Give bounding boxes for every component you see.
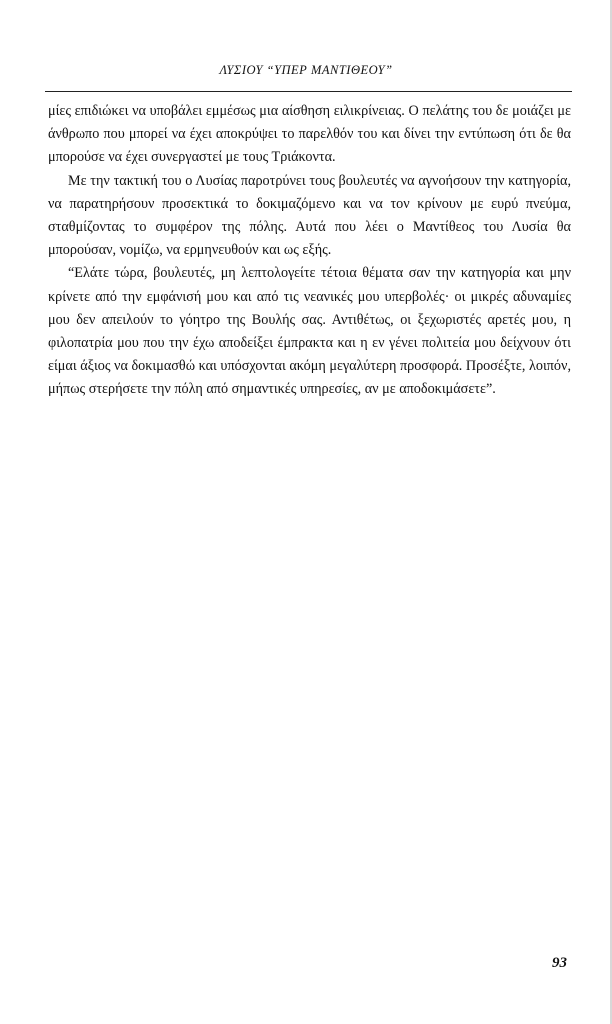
body-text: [48, 100, 571, 402]
header-rule: [45, 91, 572, 92]
running-header: ΛΥΣΙΟΥ “ΥΠΕΡ ΜΑΝΤΙΘΕΟΥ”: [219, 63, 393, 77]
page-number: 93: [552, 955, 567, 971]
paragraph: Με την τακτική του ο Λυσίας παροτρύνει τους βουλευτές να αγνοήσουν την κατηγορία, να παρατηρήσουν προσεκτικά το δοκιμαζόμενο και να τον κρίνουν με ευρύ πνεύμα, σταθμίζοντας το συμφέρον της πόλης. Αυτά που λέει ο Μαντίθεος του Λυσία θα μπορούσαν, νομίζω, να ερμηνευθούν και ως εξής.: [48, 172, 571, 259]
paragraph: “Ελάτε τώρα, βουλευτές, μη λεπτολογείτε τέτοια θέματα σαν την κατηγορία και μην κρίνετε από την εμφάνισή μου και από τις νεανικές μου υπερβολές· οι μικρές αδυναμίες μου δεν απειλούν το γόητρο της Βουλής σας. Αντιθέτως, οι ξεχωριστές αρετές μου, η φιλοπατρία μου που την έχω αποδείξει έμπρακτα και η εν γένει πολιτεία μου δείχνουν ότι είμαι άξιος να δοκιμασθώ και υπόσχονται ακόμη μεγαλύτερη προσφορά. Προσέξτε, λοιπόν, μήπως στερήσετε την πόλη από σημαντικές υπηρεσίες, αν με αποδοκιμάσετε”.: [48, 265, 571, 398]
paragraph: μίες επιδιώκει να υποβάλει εμμέσως μια αίσθηση ειλικρίνειας. Ο πελάτης του δε μοιάζει με άνθρωπο που μπορεί να έχει αποκρύψει το παρελθόν του και δίνει την εντύπωση ότι δε θα μπορούσε να έχει συνεργαστεί με τους Τριάκοντα.: [48, 103, 571, 166]
